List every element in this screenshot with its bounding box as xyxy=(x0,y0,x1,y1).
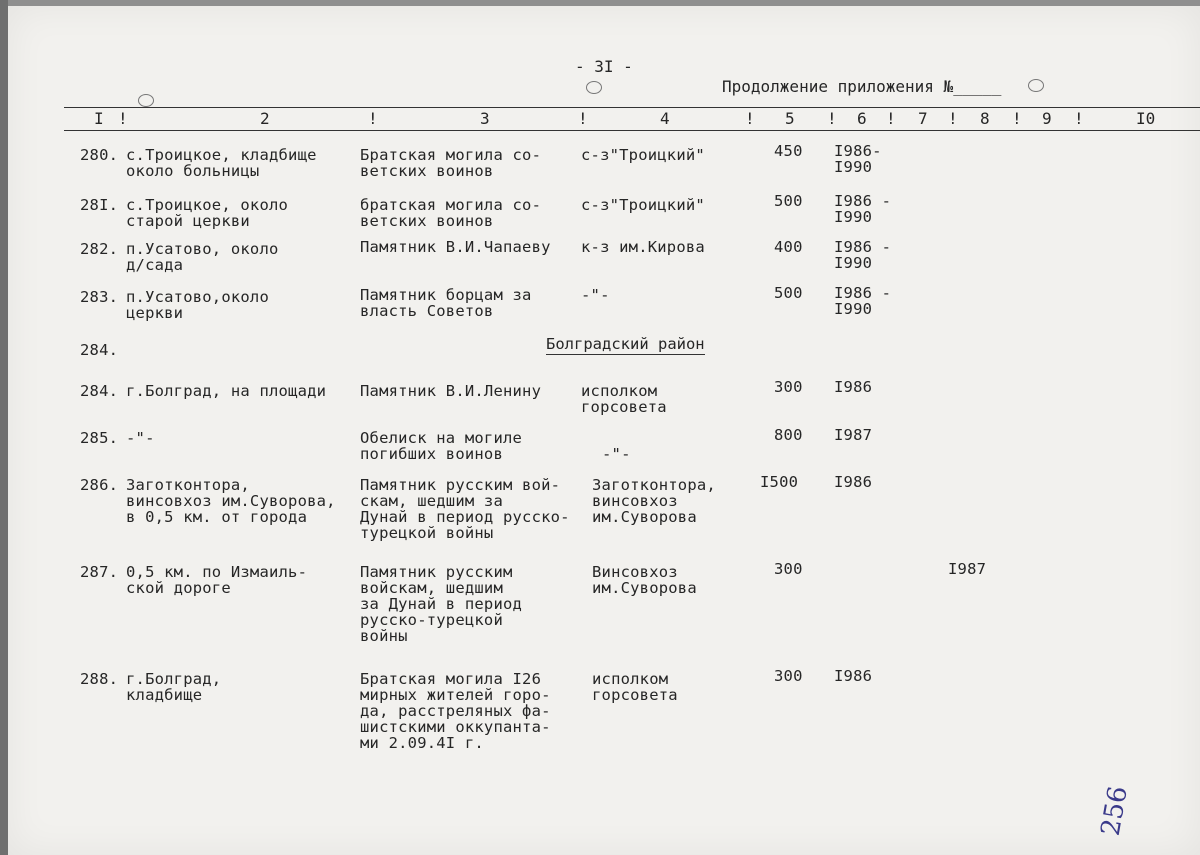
object-line: ветских воинов xyxy=(360,212,494,230)
place-line: г.Болград, xyxy=(126,670,222,688)
column-header-10: I0 xyxy=(1136,109,1156,128)
year-line: I986 - xyxy=(834,238,892,256)
object-line: Братская могила I26 xyxy=(360,670,542,688)
object-line: Памятник русским вой- xyxy=(360,476,561,494)
owner-line: им.Суворова xyxy=(592,508,697,526)
row-number: 288. xyxy=(80,670,119,688)
owner-line: горсовета xyxy=(581,398,667,416)
punch-hole-left xyxy=(138,94,154,107)
object-line: ветских воинов xyxy=(360,162,494,180)
year-line: I990 xyxy=(834,208,873,226)
place-line: д/сада xyxy=(126,256,184,274)
object-line: ми 2.09.4I г. xyxy=(360,734,484,752)
year-line: I986- xyxy=(834,142,882,160)
object-line: власть Советов xyxy=(360,302,494,320)
owner-line: исполком xyxy=(592,670,669,688)
object-line: Дунай в период русско- xyxy=(360,508,570,526)
place-line: ской дороге xyxy=(126,579,231,597)
cost-value: 500 xyxy=(774,284,803,302)
column-header-1: I xyxy=(94,109,104,128)
owner-line: с-з"Троицкий" xyxy=(581,196,705,214)
column-header-3: 3 xyxy=(480,109,490,128)
year-line: I990 xyxy=(834,254,873,272)
row-number: 28I. xyxy=(80,196,119,214)
row-number: 287. xyxy=(80,563,119,581)
owner-line: им.Суворова xyxy=(592,579,697,597)
column-separator: ! xyxy=(368,109,378,128)
place-line: с.Троицкое, около xyxy=(126,196,289,214)
object-line: войны xyxy=(360,627,408,645)
document-page xyxy=(8,6,1200,855)
cost-value: 800 xyxy=(774,426,803,444)
cost-value: 300 xyxy=(774,378,803,396)
column-separator: ! xyxy=(948,109,958,128)
cost-value: I500 xyxy=(760,473,799,491)
place-line: п.Усатово,около xyxy=(126,288,269,306)
column-header-9: 9 xyxy=(1042,109,1052,128)
owner-line: -"- xyxy=(602,445,631,463)
year-line: I990 xyxy=(834,300,873,318)
year-line: I986 - xyxy=(834,284,892,302)
year-line: I986 xyxy=(834,473,873,491)
object-line: погибших воинов xyxy=(360,445,503,463)
object-line: за Дунай в период xyxy=(360,595,523,613)
column-separator: ! xyxy=(886,109,896,128)
cost-value: 450 xyxy=(774,142,803,160)
object-line: Памятник В.И.Ленину xyxy=(360,382,542,400)
place-line: -"- xyxy=(126,429,155,447)
place-line: с.Троицкое, кладбище xyxy=(126,146,317,164)
column-separator: ! xyxy=(118,109,128,128)
place-line: винсовхоз им.Суворова, xyxy=(126,492,336,510)
appendix-label: Продолжение приложения №_____ xyxy=(722,77,1002,96)
cost-value: 400 xyxy=(774,238,803,256)
header-top-rule xyxy=(64,107,1200,108)
object-line: Памятник русским xyxy=(360,563,513,581)
object-line: братская могила со- xyxy=(360,196,542,214)
row-number: 284. xyxy=(80,341,119,359)
column-header-7: 7 xyxy=(918,109,928,128)
place-line: кладбище xyxy=(126,686,203,704)
row-number: 286. xyxy=(80,476,119,494)
owner-line: к-з им.Кирова xyxy=(581,238,705,256)
year-col8: I987 xyxy=(948,560,987,578)
place-line: церкви xyxy=(126,304,184,322)
place-line: старой церкви xyxy=(126,212,250,230)
column-separator: ! xyxy=(1012,109,1022,128)
header-bottom-rule xyxy=(64,130,1200,131)
object-line: Памятник В.И.Чапаеву xyxy=(360,238,551,256)
place-line: около больницы xyxy=(126,162,260,180)
column-separator: ! xyxy=(578,109,588,128)
row-number: 282. xyxy=(80,240,119,258)
year-line: I986 xyxy=(834,378,873,396)
cost-value: 300 xyxy=(774,560,803,578)
column-header-4: 4 xyxy=(660,109,670,128)
column-separator: ! xyxy=(1074,109,1084,128)
object-line: мирных жителей горо- xyxy=(360,686,551,704)
place-line: п.Усатово, около xyxy=(126,240,279,258)
column-separator: ! xyxy=(827,109,837,128)
object-line: скам, шедшим за xyxy=(360,492,503,510)
year-line: I986 - xyxy=(834,192,892,210)
row-number: 285. xyxy=(80,429,119,447)
object-line: да, расстреляных фа- xyxy=(360,702,551,720)
object-line: Братская могила со- xyxy=(360,146,542,164)
object-line: турецкой войны xyxy=(360,524,494,542)
object-line: Обелиск на могиле xyxy=(360,429,523,447)
owner-line: Винсовхоз xyxy=(592,563,678,581)
owner-line: с-з"Троицкий" xyxy=(581,146,705,164)
owner-line: горсовета xyxy=(592,686,678,704)
punch-hole-center xyxy=(586,81,602,94)
handwritten-archive-number: 256 xyxy=(1095,783,1134,839)
row-number: 284. xyxy=(80,382,119,400)
cost-value: 300 xyxy=(774,667,803,685)
column-header-6: 6 xyxy=(857,109,867,128)
column-header-5: 5 xyxy=(785,109,795,128)
owner-line: исполком xyxy=(581,382,658,400)
row-number: 283. xyxy=(80,288,119,306)
page-number: - 3I - xyxy=(575,57,633,76)
object-line: шистскими оккупанта- xyxy=(360,718,551,736)
place-line: в 0,5 км. от города xyxy=(126,508,308,526)
column-separator: ! xyxy=(745,109,755,128)
owner-line: Заготконтора, xyxy=(592,476,716,494)
object-line: русско-турецкой xyxy=(360,611,503,629)
object-line: Памятник борцам за xyxy=(360,286,532,304)
place-line: г.Болград, на площади xyxy=(126,382,327,400)
column-header-2: 2 xyxy=(260,109,270,128)
object-line: войскам, шедшим xyxy=(360,579,503,597)
place-line: 0,5 км. по Измаиль- xyxy=(126,563,308,581)
year-line: I990 xyxy=(834,158,873,176)
punch-hole-right xyxy=(1028,79,1044,92)
scan-left-edge xyxy=(0,0,8,855)
section-title: Болградский район xyxy=(546,335,705,353)
row-number: 280. xyxy=(80,146,119,164)
owner-line: -"- xyxy=(581,286,610,304)
year-line: I986 xyxy=(834,667,873,685)
place-line: Заготконтора, xyxy=(126,476,250,494)
column-header-8: 8 xyxy=(980,109,990,128)
year-line: I987 xyxy=(834,426,873,444)
owner-line: винсовхоз xyxy=(592,492,678,510)
cost-value: 500 xyxy=(774,192,803,210)
